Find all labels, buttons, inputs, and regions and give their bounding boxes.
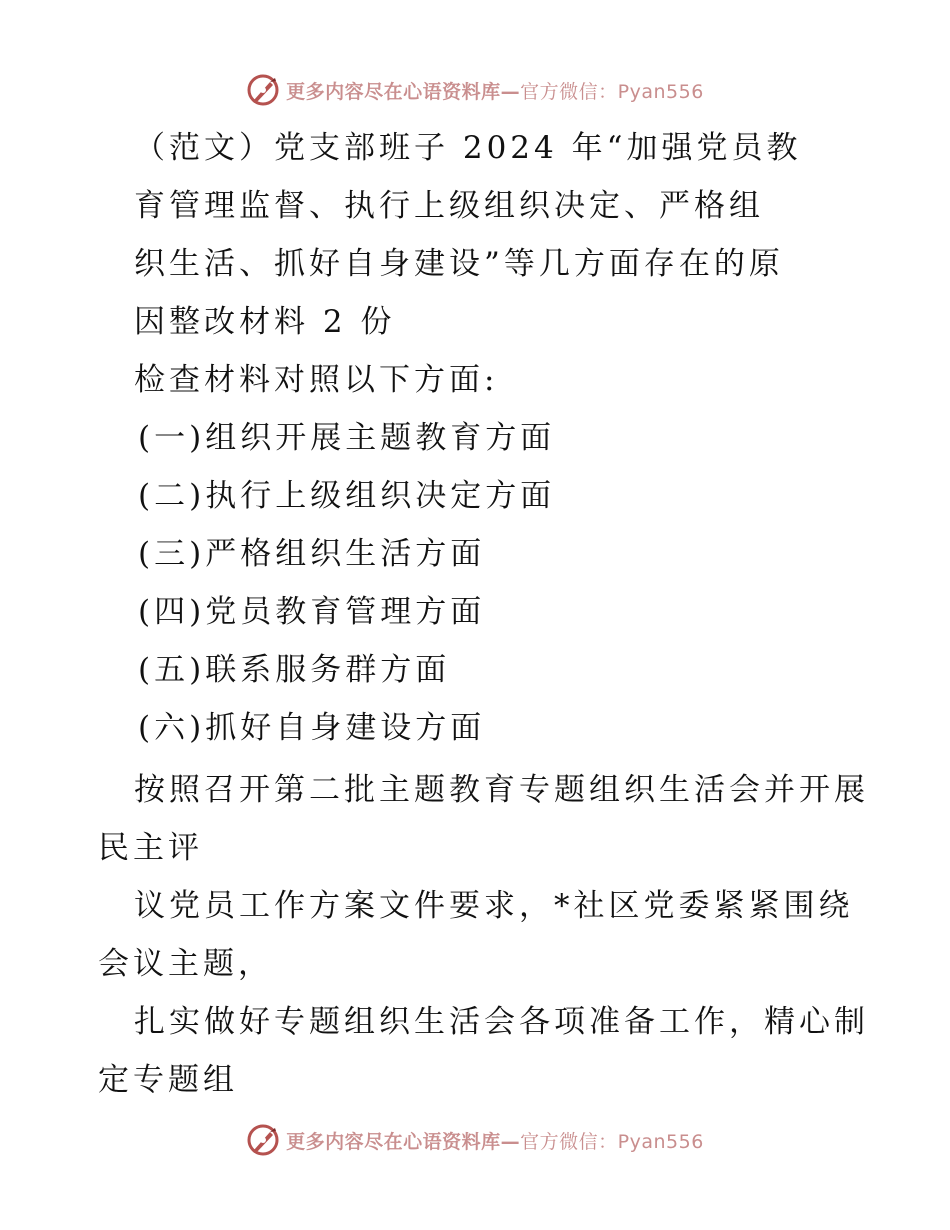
body-line-4: 会议主题， <box>98 946 273 982</box>
list-item: (二)执行上级组织决定方面 <box>138 478 556 514</box>
title-line-1: （范文）党支部班子 2024 年“加强党员教 <box>134 130 802 166</box>
watermark-brand: 更多内容尽在心语资料库 <box>286 1130 501 1153</box>
title-line-3: 织生活、抓好自身建设”等几方面存在的原 <box>134 246 784 282</box>
list-item: (六)抓好自身建设方面 <box>138 710 486 746</box>
watermark-separator: — <box>500 80 521 103</box>
watermark-brand: 更多内容尽在心语资料库 <box>286 80 501 103</box>
watermark-separator: — <box>500 1130 521 1153</box>
body-line-1: 按照召开第二批主题教育专题组织生活会并开展 <box>134 772 869 808</box>
title-line-2: 育管理监督、执行上级组织决定、严格组 <box>134 188 764 224</box>
list-item: (四)党员教育管理方面 <box>138 594 486 630</box>
body-line-2: 民主评 <box>98 830 203 866</box>
list-item: (一)组织开展主题教育方面 <box>138 420 556 456</box>
list-item: (三)严格组织生活方面 <box>138 536 486 572</box>
intro-text: 检查材料对照以下方面: <box>134 362 499 398</box>
quill-pen-logo-icon <box>246 1123 280 1157</box>
watermark-banner-bottom <box>0 1120 950 1160</box>
title-line-4: 因整改材料 2 份 <box>134 304 396 340</box>
watermark-text-bottom <box>286 1127 704 1154</box>
body-line-3: 议党员工作方案文件要求，*社区党委紧紧围绕 <box>134 888 854 924</box>
body-line-6: 定专题组 <box>98 1062 238 1098</box>
watermark-wechat: 官方微信：Pyan556 <box>520 80 704 103</box>
body-line-5: 扎实做好专题组织生活会各项准备工作，精心制 <box>134 1004 869 1040</box>
watermark-wechat: 官方微信：Pyan556 <box>520 1130 704 1153</box>
list-item: (五)联系服务群方面 <box>138 652 451 688</box>
